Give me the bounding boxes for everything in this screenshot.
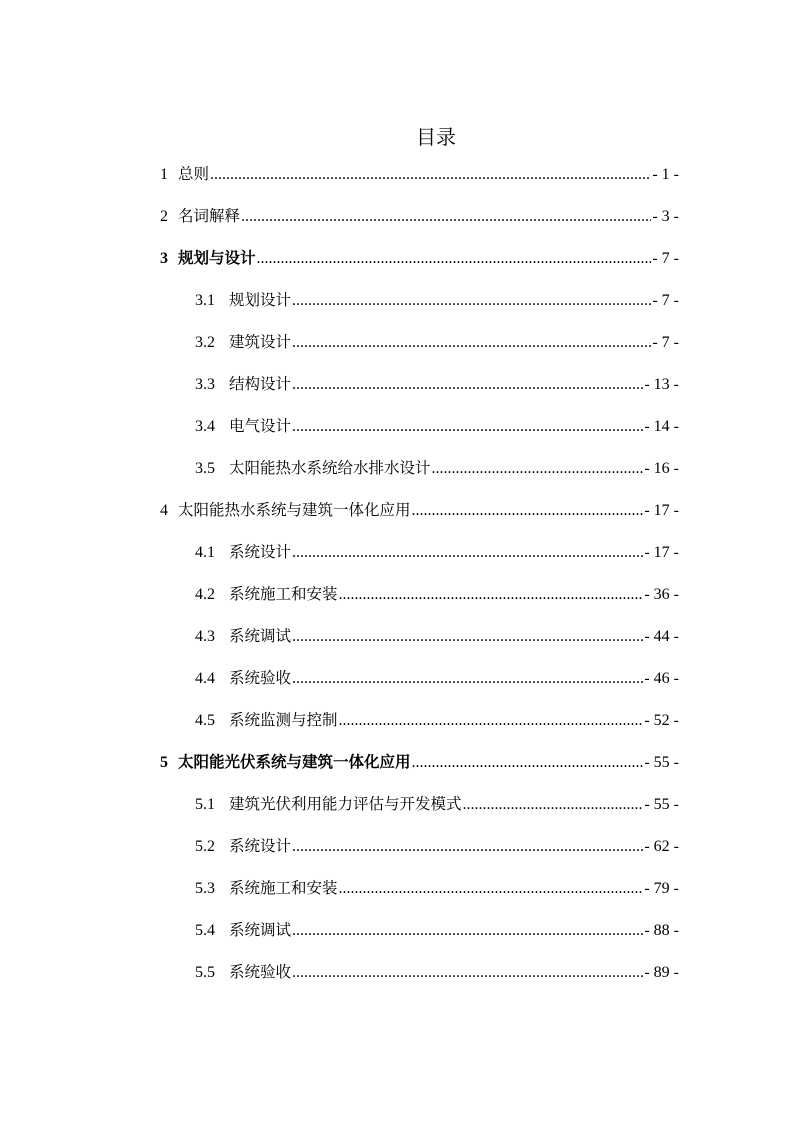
toc-entry-page: - 3 - <box>652 208 679 225</box>
toc-entry[interactable] <box>195 918 679 942</box>
toc-entry-number: 3 <box>160 250 168 267</box>
toc-entry-label: 建筑光伏利用能力评估与开发模式 <box>229 795 462 813</box>
toc-entry[interactable] <box>195 540 679 564</box>
toc-entry-page: - 88 - <box>644 922 679 939</box>
toc-entry-page: - 89 - <box>644 964 679 981</box>
toc-entry[interactable] <box>195 834 679 858</box>
toc-entry-page: - 7 - <box>652 334 679 351</box>
toc-entry-page: - 17 - <box>644 502 679 519</box>
toc-entry-number: 3.4 <box>195 418 215 435</box>
toc-entry-page: - 36 - <box>644 586 679 603</box>
toc-entry-label: 结构设计 <box>229 375 292 393</box>
toc-entry-label: 系统施工和安装 <box>229 585 338 603</box>
toc-entry[interactable] <box>160 246 679 270</box>
toc-entry-page: - 52 - <box>644 712 679 729</box>
toc-entry[interactable] <box>195 288 679 312</box>
toc-dot-leader <box>292 541 643 565</box>
toc-entry[interactable] <box>195 666 679 690</box>
toc-entry-number: 2 <box>160 208 168 225</box>
toc-entry-number: 3.1 <box>195 292 215 309</box>
toc-entry-page: - 55 - <box>644 796 679 813</box>
toc-dot-leader <box>257 247 652 271</box>
toc-entry-number: 4.2 <box>195 586 215 603</box>
toc-dot-leader <box>292 667 643 691</box>
toc-entry-label: 太阳能热水系统给水排水设计 <box>229 459 431 477</box>
toc-entry-number: 5 <box>160 754 168 771</box>
toc-entry[interactable] <box>195 792 679 816</box>
toc-entry-page: - 7 - <box>652 250 679 267</box>
toc-entry[interactable] <box>160 162 679 186</box>
toc-entry-number: 4.1 <box>195 544 215 561</box>
toc-entry-number: 3.5 <box>195 460 215 477</box>
toc-dot-leader <box>292 373 643 397</box>
toc-entry-label: 系统验收 <box>229 669 292 687</box>
toc-entry-page: - 44 - <box>644 628 679 645</box>
toc-dot-leader <box>432 457 644 481</box>
toc-dot-leader <box>210 163 651 187</box>
toc-entry-number: 5.3 <box>195 880 215 897</box>
toc-entry-number: 4.4 <box>195 670 215 687</box>
toc-entry-label: 建筑设计 <box>229 333 292 351</box>
toc-entry-number: 4.5 <box>195 712 215 729</box>
toc-dot-leader <box>339 877 644 901</box>
toc-entry-page: - 55 - <box>644 754 679 771</box>
toc-entry-number: 3.3 <box>195 376 215 393</box>
toc-entry-page: - 1 - <box>652 166 679 183</box>
toc-dot-leader <box>339 709 644 733</box>
toc-dot-leader <box>412 499 644 523</box>
toc-entry-label: 名词解释 <box>178 207 241 225</box>
toc-dot-leader <box>292 919 643 943</box>
toc-entry-number: 4.3 <box>195 628 215 645</box>
toc-entry[interactable] <box>160 750 679 774</box>
toc-entry[interactable] <box>195 582 679 606</box>
toc-dot-leader <box>292 289 651 313</box>
toc-entry-number: 3.2 <box>195 334 215 351</box>
toc-entry-label: 太阳能热水系统与建筑一体化应用 <box>178 501 411 519</box>
toc-entry[interactable] <box>195 414 679 438</box>
toc-entry[interactable] <box>160 498 679 522</box>
toc-entry[interactable] <box>195 960 679 984</box>
toc-entry-label: 系统设计 <box>229 837 292 855</box>
toc-entry-page: - 79 - <box>644 880 679 897</box>
toc-entry-label: 系统施工和安装 <box>229 879 338 897</box>
toc-entry[interactable] <box>195 456 679 480</box>
toc-entry-label: 系统调试 <box>229 627 292 645</box>
toc-entry[interactable] <box>195 624 679 648</box>
toc-entry[interactable] <box>195 708 679 732</box>
toc-entry-number: 4 <box>160 502 168 519</box>
toc-entry-page: - 14 - <box>644 418 679 435</box>
toc-entry-number: 5.4 <box>195 922 215 939</box>
toc-entry-label: 总则 <box>178 165 210 183</box>
toc-entry[interactable] <box>160 204 679 228</box>
toc-dot-leader <box>292 625 643 649</box>
toc-entry-label: 规划设计 <box>229 291 292 309</box>
toc-entry-number: 5.2 <box>195 838 215 855</box>
toc-dot-leader <box>463 793 644 817</box>
toc-entry-label: 电气设计 <box>229 417 292 435</box>
toc-entry[interactable] <box>195 372 679 396</box>
toc-entry-page: - 16 - <box>644 460 679 477</box>
toc-dot-leader <box>292 331 651 355</box>
toc-dot-leader <box>292 415 643 439</box>
toc-entry-page: - 62 - <box>644 838 679 855</box>
toc-entry-page: - 46 - <box>644 670 679 687</box>
toc-entry-number: 5.1 <box>195 796 215 813</box>
toc-entry-number: 1 <box>160 166 168 183</box>
toc-entry-page: - 17 - <box>644 544 679 561</box>
toc-entry-label: 系统设计 <box>229 543 292 561</box>
toc-dot-leader <box>292 835 643 859</box>
toc-entry-page: - 13 - <box>644 376 679 393</box>
toc-title-text: 目录 <box>416 125 456 149</box>
toc-dot-leader <box>412 751 644 775</box>
toc-entry-label: 规划与设计 <box>178 249 256 267</box>
toc-entry[interactable] <box>195 330 679 354</box>
toc-entry-label: 系统监测与控制 <box>229 711 338 729</box>
toc-entry-label: 太阳能光伏系统与建筑一体化应用 <box>178 753 411 771</box>
toc-dot-leader <box>339 583 644 607</box>
toc-entry-label: 系统验收 <box>229 963 292 981</box>
toc-entry-number: 5.5 <box>195 964 215 981</box>
toc-dot-leader <box>241 205 651 229</box>
toc-entry-page: - 7 - <box>652 292 679 309</box>
toc-dot-leader <box>292 961 643 985</box>
toc-entry[interactable] <box>195 876 679 900</box>
toc-entry-label: 系统调试 <box>229 921 292 939</box>
